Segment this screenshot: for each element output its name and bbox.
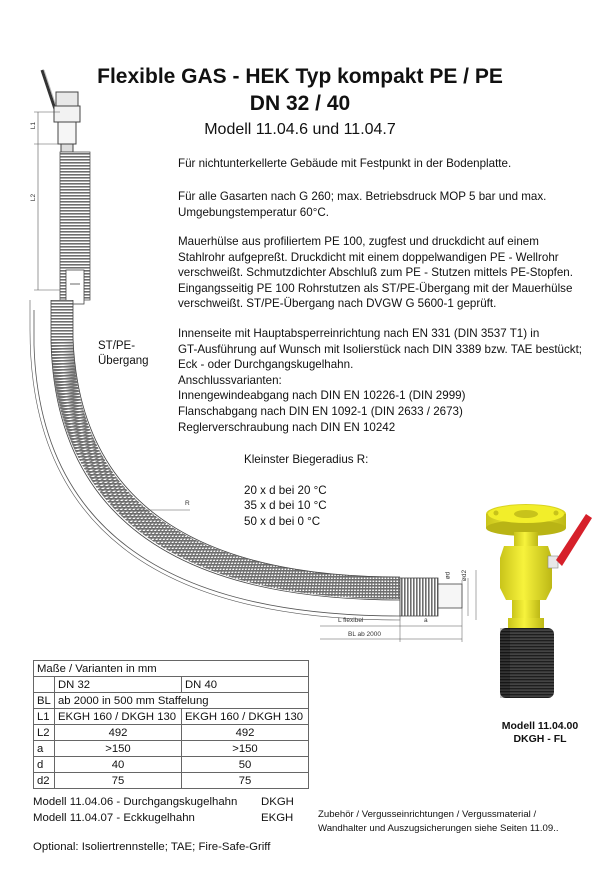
table-row xyxy=(34,757,309,773)
table-cell: >150 xyxy=(182,741,309,757)
table-row-label: a xyxy=(34,741,55,757)
table-column-header: DN 40 xyxy=(182,677,309,693)
text-line: Reglerverschraubung nach DIN EN 10242 xyxy=(178,420,396,434)
table-row-label: d xyxy=(34,757,55,773)
text-line: Für alle Gasarten nach G 260; max. Betriebsdruck MOP 5 bar und max. xyxy=(178,190,547,203)
table-row xyxy=(34,773,309,789)
dimension-bl-label: BL ab 2000 xyxy=(348,631,382,638)
model-list xyxy=(33,795,294,826)
text-line: 35 x d bei 10 °C xyxy=(244,499,327,513)
table-row-label: d2 xyxy=(34,773,55,789)
text-line: Eck - oder Durchgangskugelhahn. xyxy=(178,358,354,372)
product-image-caption xyxy=(490,720,590,746)
table-row xyxy=(34,709,309,725)
table-row-label: L1 xyxy=(34,709,55,725)
table-cell: EKGH 160 / DKGH 130 xyxy=(55,709,182,725)
text-line: verschweißt. Schmutzdichter Abschluß zum PE - Stutzen mittels PE-Stopfen. xyxy=(178,266,573,280)
table-cell: >150 xyxy=(55,741,182,757)
page-title-dn: DN 32 / 40 xyxy=(249,92,351,115)
text-line: Innenseite mit Hauptabsperreinrichtung nach EN 331 (DIN 3537 T1) in xyxy=(178,327,540,340)
description-paragraph-2 xyxy=(178,189,598,220)
text-line: Mauerhülse aus profiliertem PE 100, zugfest und druckdicht auf einem xyxy=(178,235,539,248)
text-line: Flanschabgang nach DIN EN 1092-1 (DIN 2633 / 2673) xyxy=(178,404,463,418)
table-row xyxy=(34,693,309,709)
dimension-l-flexibel-label: L flexibel xyxy=(338,617,364,624)
table-cell: ab 2000 in 500 mm Staffelung xyxy=(55,693,309,709)
transition-label xyxy=(98,339,149,369)
table-cell xyxy=(34,677,55,693)
text-line: Innengewindeabgang nach DIN EN 10226-1 (DIN 2999) xyxy=(178,389,466,403)
table-cell: 492 xyxy=(182,725,309,741)
text-line: verschweißt. ST/PE-Übergang nach DVGW G 5600-1 geprüft. xyxy=(178,297,497,311)
table-row xyxy=(34,741,309,757)
description-paragraph-1 xyxy=(178,156,598,172)
model-code: DKGH xyxy=(261,796,294,808)
dimensions-table xyxy=(33,660,309,789)
bend-radius-heading: Kleinster Biegeradius R: xyxy=(244,453,369,466)
caption-line: Modell 11.04.00 xyxy=(501,720,579,732)
text-line: 20 x d bei 20 °C xyxy=(244,484,327,497)
list-item xyxy=(33,795,294,811)
transition-label-line: Übergang xyxy=(98,355,149,367)
model-name: Modell 11.04.07 - Eckkugelhahn xyxy=(33,811,195,824)
valve-product-image xyxy=(482,496,594,706)
caption-line: DKGH - FL xyxy=(513,733,567,745)
table-cell: 75 xyxy=(182,773,309,789)
table-cell: 40 xyxy=(55,757,182,773)
table-cell: EKGH 160 / DKGH 130 xyxy=(182,709,309,725)
text-line: Umgebungstemperatur 60°C. xyxy=(178,205,329,219)
text-line: Für nichtunterkellerte Gebäude mit Festpunkt in der Bodenplatte. xyxy=(178,157,512,170)
accessories-note xyxy=(318,808,559,836)
list-item xyxy=(33,811,294,827)
page-subtitle: Modell 11.04.6 und 11.04.7 xyxy=(204,121,396,138)
text-line: Eingangsseitig PE 100 Rohrstutzen als ST/PE-Übergang mit der Mauerhülse xyxy=(178,281,573,295)
dimension-a-label: a xyxy=(424,617,428,624)
description-paragraph-4 xyxy=(178,326,598,435)
optional-features: Optional: Isoliertrennstelle; TAE; Fire-Safe-Griff xyxy=(33,841,271,853)
model-name: Modell 11.04.06 - Durchgangskugelhahn xyxy=(33,796,238,808)
text-line: Zubehör / Vergusseinrichtungen / Vergussmaterial / xyxy=(318,809,537,820)
table-cell: 75 xyxy=(55,773,182,789)
dimension-d2-label: ød2 xyxy=(461,569,469,582)
table-row xyxy=(34,677,309,693)
description-paragraph-3 xyxy=(178,234,598,312)
table-row-label: BL xyxy=(34,693,55,709)
dimension-l2-label: L2 xyxy=(30,193,38,202)
dimension-l1-label: L1 xyxy=(30,121,38,130)
text-line: Stahlrohr aufgepreßt. Druckdicht mit einem doppelwandigen PE - Wellrohr xyxy=(178,250,559,264)
radius-label: R xyxy=(185,500,190,507)
text-line: 50 x d bei 0 °C xyxy=(244,514,321,528)
table-row xyxy=(34,661,309,677)
model-code: EKGH xyxy=(261,811,294,824)
table-row-label: L2 xyxy=(34,725,55,741)
text-line: Wandhalter und Auszugsicherungen siehe Seiten 11.09.. xyxy=(318,823,559,834)
text-line: GT-Ausführung auf Wunsch mit Isolierstück nach DIN 3389 bzw. TAE bestückt; xyxy=(178,342,583,356)
table-row xyxy=(34,725,309,741)
page-title: Flexible GAS - HEK Typ kompakt PE / PE xyxy=(97,65,503,88)
text-line: Anschlussvarianten: xyxy=(178,373,282,387)
table-cell: 492 xyxy=(55,725,182,741)
table-column-header: DN 32 xyxy=(55,677,182,693)
dimension-d-label: ød xyxy=(444,571,452,580)
table-header: Maße / Varianten in mm xyxy=(34,661,309,677)
table-cell: 50 xyxy=(182,757,309,773)
transition-label-line: ST/PE- xyxy=(98,340,136,352)
